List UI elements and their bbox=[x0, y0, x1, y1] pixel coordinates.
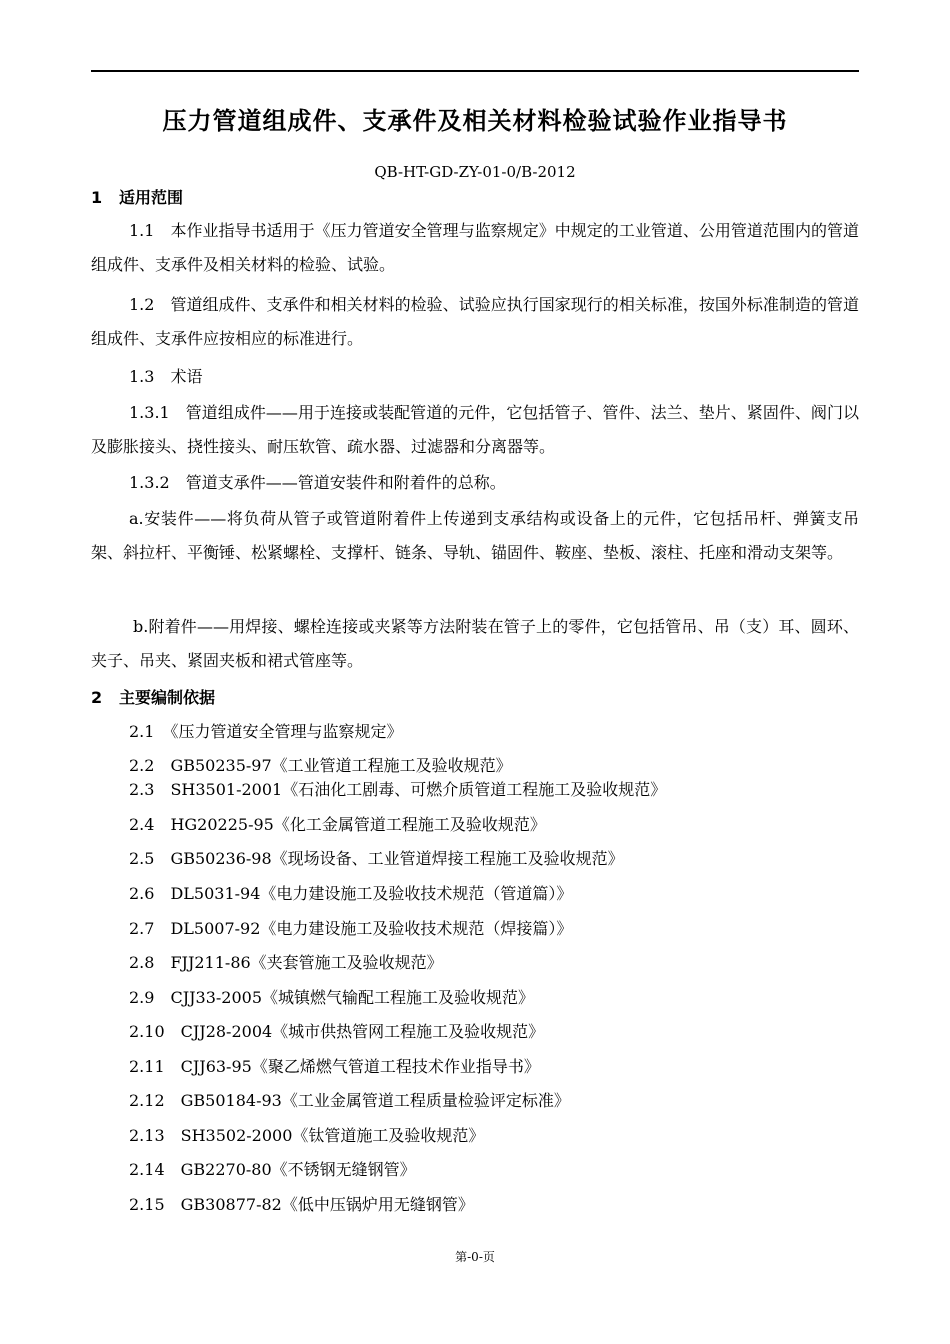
reference-item: 2.13 SH3502-2000《钛管道施工及验收规范》 bbox=[129, 1126, 485, 1145]
paragraph-1-3-1: 1.3.1 管道组成件——用于连接或装配管道的元件，它包括管子、管件、法兰、垫片、紧固件、阀门以及膨胀接头、挠性接头、耐压软管、疏水器、过滤器和分离器等。 bbox=[91, 403, 859, 456]
paragraph-1-2: 1.2 管道组成件、支承件和相关材料的检验、试验应执行国家现行的相关标准，按国外标准制造的管道组成件、支承件应按相应的标准进行。 bbox=[91, 295, 859, 348]
header-rule bbox=[91, 70, 859, 72]
reference-item: 2.11 CJJ63-95《聚乙烯燃气管道工程技术作业指导书》 bbox=[129, 1057, 540, 1076]
section-1-heading bbox=[91, 186, 859, 210]
section-2-heading bbox=[91, 686, 859, 710]
reference-item: 2.1 《压力管道安全管理与监察规定》 bbox=[129, 722, 403, 741]
section-number: 1 bbox=[91, 188, 103, 207]
section-title: 适用范围 bbox=[119, 188, 184, 207]
paragraph-1-3-2: 1.3.2 管道支承件——管道安装件和附着件的总称。 bbox=[129, 473, 506, 492]
paragraph-b-attachment: b.附着件——用焊接、螺栓连接或夹紧等方法附装在管子上的零件，它包括管吊、吊（支）耳、圆环、夹子、吊夹、紧固夹板和裙式管座等。 bbox=[91, 617, 859, 670]
reference-item: 2.4 HG20225-95《化工金属管道工程施工及验收规范》 bbox=[129, 815, 546, 834]
reference-item: 2.6 DL5031-94《电力建设施工及验收技术规范（管道篇）》 bbox=[129, 884, 573, 903]
reference-item: 2.14 GB2270-80《不锈钢无缝钢管》 bbox=[129, 1160, 416, 1179]
document-title: 压力管道组成件、支承件及相关材料检验试验作业指导书 bbox=[162, 107, 788, 135]
reference-item: 2.8 FJJ211-86《夹套管施工及验收规范》 bbox=[129, 953, 443, 972]
reference-item: 2.7 DL5007-92《电力建设施工及验收技术规范（焊接篇）》 bbox=[129, 919, 573, 938]
paragraph-1-1: 1.1 本作业指导书适用于《压力管道安全管理与监察规定》中规定的工业管道、公用管道范围内的管道组成件、支承件及相关材料的检验、试验。 bbox=[91, 221, 859, 274]
paragraph-1-3: 1.3 术语 bbox=[129, 367, 203, 386]
section-number: 2 bbox=[91, 688, 103, 707]
reference-item: 2.9 CJJ33-2005《城镇燃气输配工程施工及验收规范》 bbox=[129, 988, 535, 1007]
reference-item: 2.12 GB50184-93《工业金属管道工程质量检验评定标准》 bbox=[129, 1091, 570, 1110]
paragraph-a-installation: a.安装件——将负荷从管子或管道附着件上传递到支承结构或设备上的元件，它包括吊杆、弹簧支吊架、斜拉杆、平衡锤、松紧螺栓、支撑杆、链条、导轨、锚固件、鞍座、垫板、滚柱、托座和滑动支架等。 bbox=[91, 509, 859, 562]
section-title: 主要编制依据 bbox=[119, 688, 216, 707]
page-number-footer: 第-0-页 bbox=[455, 1250, 495, 1264]
reference-item: 2.5 GB50236-98《现场设备、工业管道焊接工程施工及验收规范》 bbox=[129, 849, 624, 868]
reference-item: 2.2 GB50235-97《工业管道工程施工及验收规范》 bbox=[129, 756, 512, 775]
reference-item: 2.3 SH3501-2001《石油化工剧毒、可燃介质管道工程施工及验收规范》 bbox=[129, 780, 667, 799]
reference-item: 2.15 GB30877-82《低中压锅炉用无缝钢管》 bbox=[129, 1195, 474, 1214]
document-code: QB-HT-GD-ZY-01-0/B-2012 bbox=[374, 163, 576, 181]
reference-item: 2.10 CJJ28-2004《城市供热管网工程施工及验收规范》 bbox=[129, 1022, 545, 1041]
